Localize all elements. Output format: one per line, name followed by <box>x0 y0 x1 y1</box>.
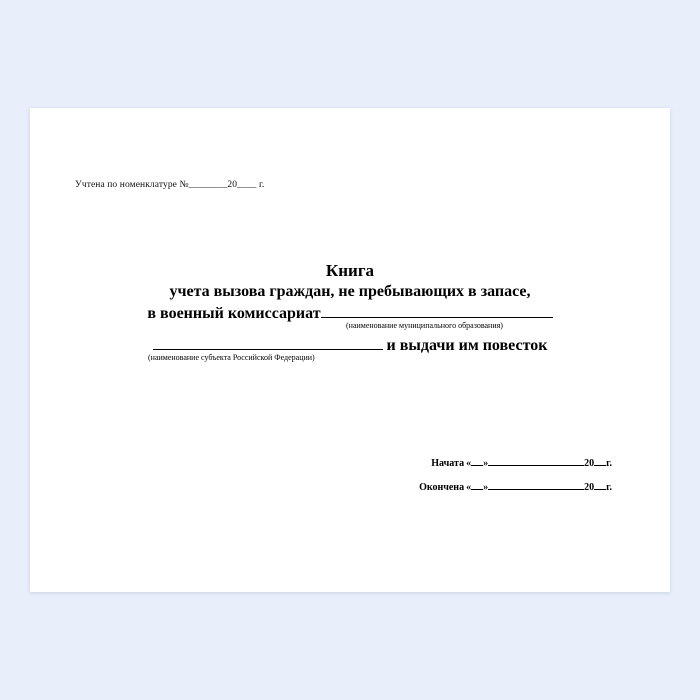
commissariat-blank-rule <box>321 317 553 318</box>
subject-caption: (наименование субъекта Российской Федерации) <box>148 352 315 362</box>
finished-year-rule <box>594 489 606 490</box>
finished-day-rule <box>471 489 483 490</box>
finished-year-suffix: г. <box>606 482 612 493</box>
started-quote-close: » <box>483 458 489 469</box>
finished-quote-open: « <box>466 482 472 493</box>
document-page <box>30 108 670 592</box>
started-day-rule <box>471 465 483 466</box>
document-title: Книга <box>325 261 375 280</box>
commissariat-line <box>30 304 670 331</box>
municipality-caption: (наименование муниципального образования) <box>346 321 503 331</box>
finished-month-rule <box>488 489 584 490</box>
nomenclature-line: Учтена по номенклатуре №________20____ г. <box>75 180 265 190</box>
commissariat-prefix: в военный комиссариат <box>147 305 321 323</box>
document-subtitle: учета вызова граждан, не пребывающих в запасе, <box>169 283 531 301</box>
started-row <box>419 458 612 469</box>
started-label: Начата <box>431 458 465 469</box>
started-year-prefix: 20 <box>584 458 595 469</box>
finished-row <box>419 482 612 493</box>
finished-label: Окончена <box>419 482 465 493</box>
finished-year-prefix: 20 <box>584 482 595 493</box>
dates-block <box>419 458 612 506</box>
subject-line <box>30 336 670 362</box>
issuance-suffix: и выдачи им повесток <box>386 336 548 354</box>
finished-quote-close: » <box>483 482 489 493</box>
started-year-suffix: г. <box>606 458 612 469</box>
started-year-rule <box>594 465 606 466</box>
started-quote-open: « <box>466 458 472 469</box>
started-month-rule <box>488 465 584 466</box>
title-block <box>30 260 670 362</box>
subject-blank-rule <box>153 349 383 350</box>
